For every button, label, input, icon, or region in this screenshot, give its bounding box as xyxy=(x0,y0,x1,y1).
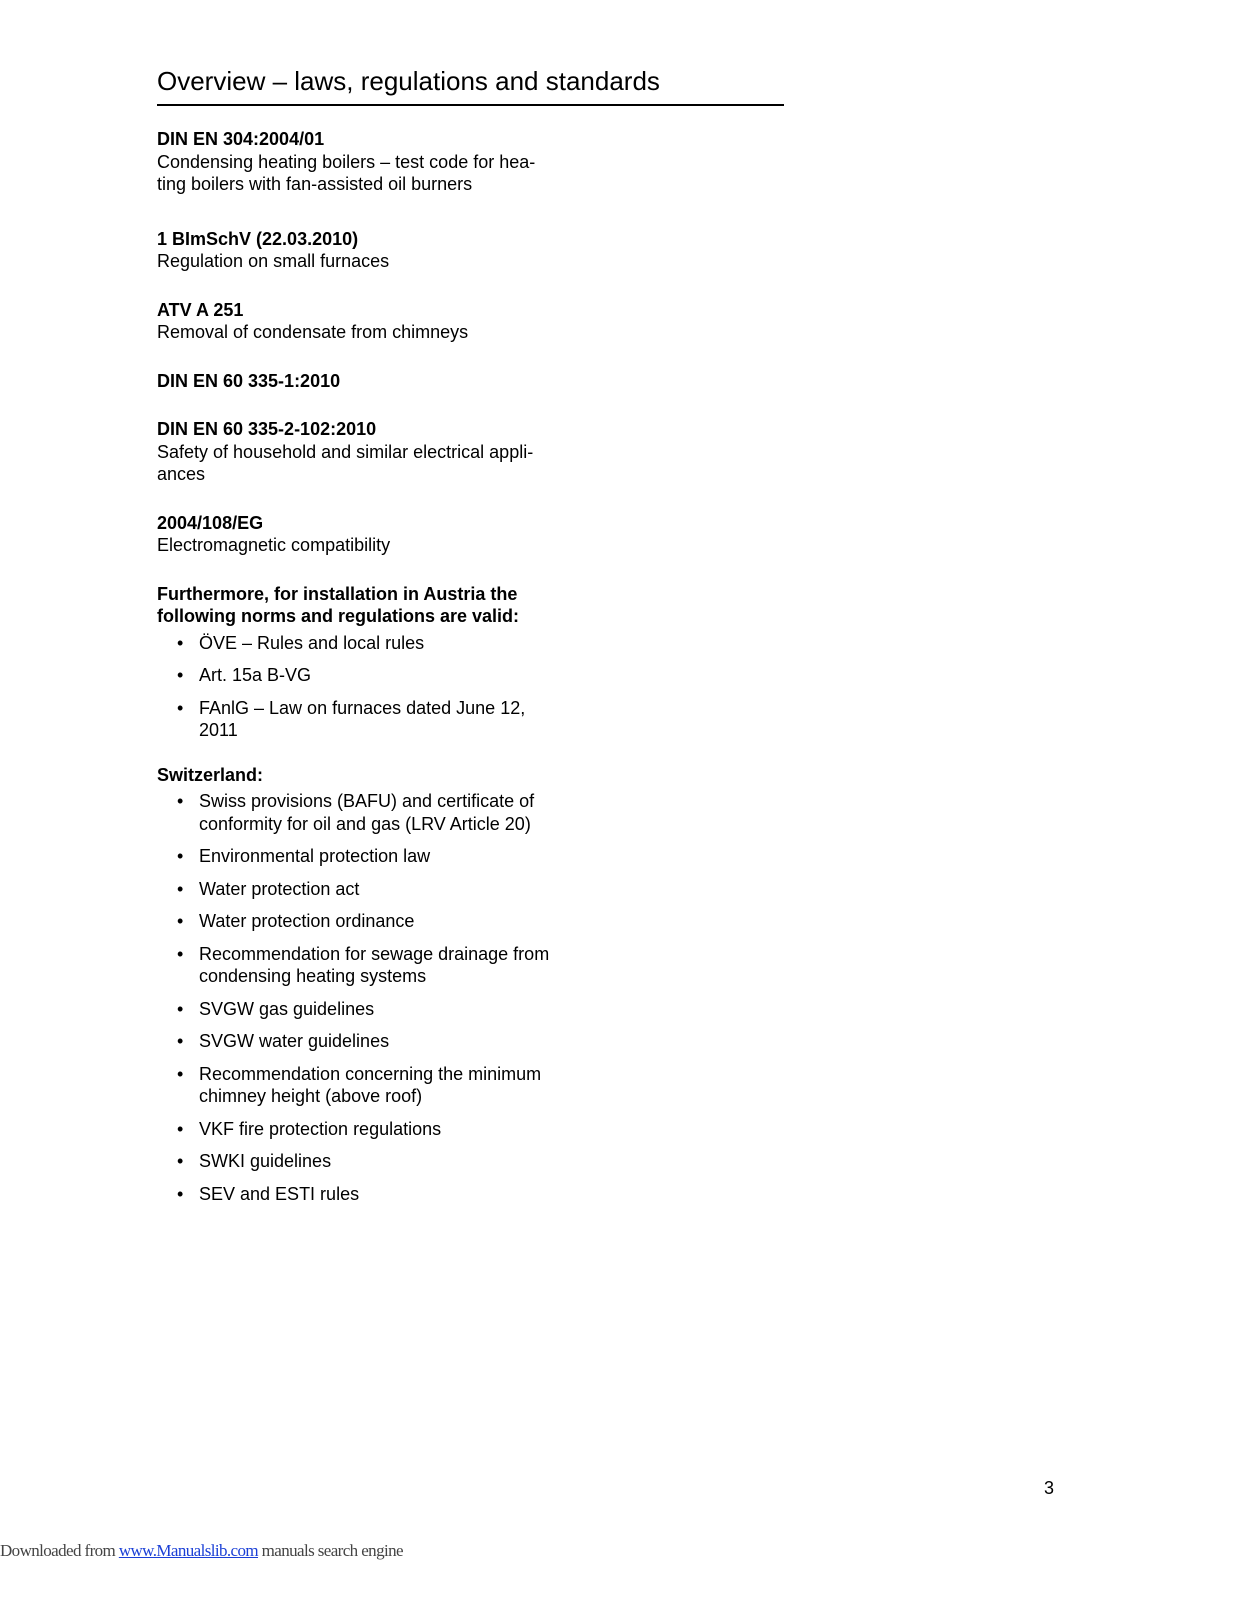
download-footer xyxy=(0,1541,403,1561)
standard-description-line: Safety of household and similar electrical appli- xyxy=(157,441,534,462)
list-item xyxy=(157,910,577,933)
standard-description xyxy=(157,321,577,344)
list-item-text: condensing heating systems xyxy=(199,966,427,986)
switzerland-section xyxy=(157,764,577,1206)
footer-suffix: manuals search engine xyxy=(258,1541,403,1560)
list-item-text: Swiss provisions (BAFU) and certificate of xyxy=(199,791,535,811)
bullet-icon: • xyxy=(177,878,184,899)
list-item-text: SVGW water guidelines xyxy=(199,1031,390,1051)
page-number: 3 xyxy=(1044,1478,1055,1498)
bullet-icon: • xyxy=(177,1063,184,1084)
standard-entry xyxy=(157,299,577,344)
standard-entry xyxy=(157,228,577,273)
bullet-icon: • xyxy=(177,846,184,866)
austria-section xyxy=(157,583,577,742)
standard-description-line: Condensing heating boilers – test code for hea- xyxy=(157,151,536,172)
standard-description xyxy=(157,250,577,273)
list-item-text: chimney height (above roof) xyxy=(199,1086,423,1106)
bullet-icon: • xyxy=(177,791,184,811)
bullet-icon: • xyxy=(177,697,184,718)
list-item xyxy=(157,790,577,835)
list-item-text: Recommendation concerning the minimum xyxy=(199,1063,542,1084)
list-item-text: Water protection act xyxy=(199,878,360,899)
footer-prefix: Downloaded from xyxy=(0,1541,119,1560)
list-item-text: Water protection ordinance xyxy=(199,911,415,931)
list-item xyxy=(157,998,577,1021)
document-body xyxy=(157,128,577,1215)
bullet-icon: • xyxy=(177,911,184,931)
bullet-icon: • xyxy=(177,943,184,964)
list-item xyxy=(157,845,577,868)
standard-code: 2004/108/EG xyxy=(157,512,264,533)
list-item-text: Art. 15a B-VG xyxy=(199,665,312,685)
list-item-text: SEV and ESTI rules xyxy=(199,1183,360,1204)
list-item-text: conformity for oil and gas (LRV Article 20) xyxy=(199,813,531,834)
standards-list xyxy=(157,128,577,557)
bullet-icon: • xyxy=(177,632,184,653)
standard-description-line: Regulation on small furnaces xyxy=(157,251,390,271)
list-item-text: SWKI guidelines xyxy=(199,1151,332,1171)
bullet-icon: • xyxy=(177,1118,184,1139)
list-item xyxy=(157,1183,577,1206)
list-item-text: Recommendation for sewage drainage from xyxy=(199,943,550,964)
austria-list xyxy=(157,632,577,742)
list-item xyxy=(157,1030,577,1053)
list-item-text: VKF fire protection regulations xyxy=(199,1118,442,1139)
standard-entry xyxy=(157,128,577,196)
list-item-text: ÖVE – Rules and local rules xyxy=(199,632,425,653)
bullet-icon: • xyxy=(177,1151,184,1171)
standard-description xyxy=(157,441,577,486)
standard-code: DIN EN 60 335-2-102:2010 xyxy=(157,419,377,439)
list-item xyxy=(157,943,577,988)
list-item xyxy=(157,1063,577,1108)
standard-code: ATV A 251 xyxy=(157,299,244,320)
switzerland-list xyxy=(157,790,577,1205)
standard-description xyxy=(157,151,577,196)
list-item-text: SVGW gas guidelines xyxy=(199,998,375,1019)
list-item-text: 2011 xyxy=(199,720,238,740)
standard-description-line: ting boilers with fan-assisted oil burners xyxy=(157,174,473,194)
list-item-text: FAnlG – Law on furnaces dated June 12, xyxy=(199,697,526,718)
manualslib-link[interactable]: www.Manualslib.com xyxy=(118,1541,259,1560)
list-item xyxy=(157,664,577,687)
list-item-text: Environmental protection law xyxy=(199,846,431,866)
austria-heading xyxy=(157,583,577,628)
standard-entry xyxy=(157,418,577,486)
list-item xyxy=(157,1118,577,1141)
bullet-icon: • xyxy=(177,665,184,685)
standard-entry xyxy=(157,512,577,557)
bullet-icon: • xyxy=(177,1183,184,1204)
list-item xyxy=(157,632,577,655)
standard-code: DIN EN 60 335-1:2010 xyxy=(157,370,341,391)
page-title: Overview – laws, regulations and standards xyxy=(157,64,784,106)
bullet-icon: • xyxy=(177,998,184,1019)
standard-description-line: Electromagnetic compatibility xyxy=(157,535,391,555)
standard-description xyxy=(157,534,577,557)
standard-description-line: ances xyxy=(157,464,206,484)
standard-entry xyxy=(157,370,577,393)
bullet-icon: • xyxy=(177,1031,184,1051)
austria-heading-line: Furthermore, for installation in Austria the xyxy=(157,583,518,604)
standard-code: 1 BImSchV (22.03.2010) xyxy=(157,228,359,249)
list-item xyxy=(157,697,577,742)
standard-code: DIN EN 304:2004/01 xyxy=(157,129,325,149)
list-item xyxy=(157,1150,577,1173)
list-item xyxy=(157,878,577,901)
austria-heading-line: following norms and regulations are valid: xyxy=(157,606,520,626)
switzerland-heading: Switzerland: xyxy=(157,764,264,785)
standard-description-line: Removal of condensate from chimneys xyxy=(157,322,469,342)
